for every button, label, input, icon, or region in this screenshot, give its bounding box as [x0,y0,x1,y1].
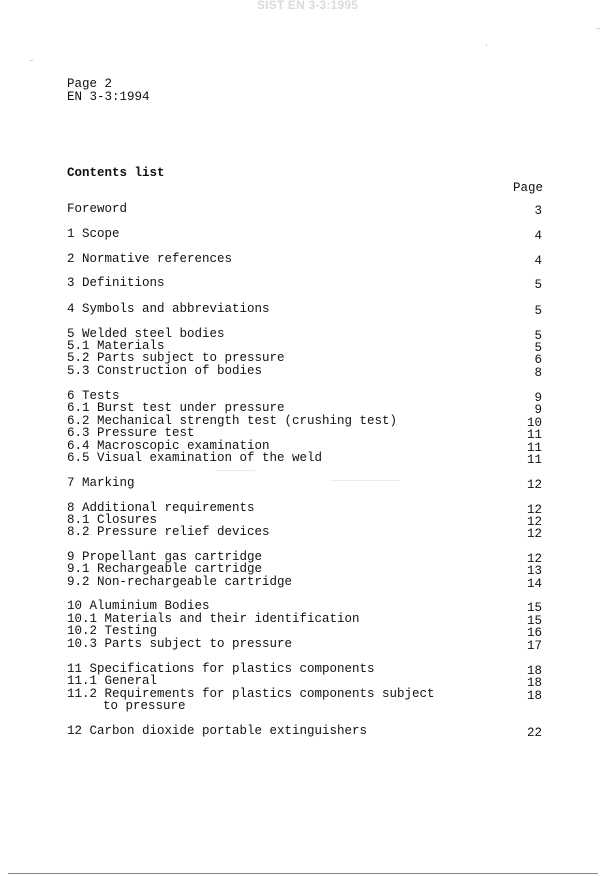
contents-title: Contents list [67,166,165,180]
toc-entry-title: 2 Normative references [67,252,233,266]
toc-entry-title: 6.5 Visual examination of the weld [67,451,323,465]
toc-entry-title: 11.1 General [67,674,158,688]
toc-entry-page: 11 [526,428,542,442]
page-column-header: Page [513,181,544,195]
toc-entry-title: 8 Additional requirements [67,501,255,515]
toc-entry-title: to pressure [103,699,186,713]
toc-entry-title: 10.1 Materials and their identification [67,612,360,626]
toc-entry-page: 12 [526,552,542,566]
toc-entry-title: 5.3 Construction of bodies [67,364,263,378]
toc-entry-page: 12 [526,515,542,529]
toc-entry-page: 22 [526,726,542,740]
toc-entry-title: 1 Scope [67,227,120,241]
toc-entry-page: 12 [526,503,542,517]
scan-speck [30,60,33,61]
toc-entry-page: 15 [526,601,542,615]
scan-speck [596,28,600,29]
scan-speck [215,470,255,471]
toc-entry-page: 18 [526,689,542,703]
toc-entry-title: 6.2 Mechanical strength test (crushing test) [67,414,398,428]
toc-entry-page: 18 [526,676,542,690]
toc-entry-page: 10 [526,416,542,430]
toc-entry-title: Foreword [67,202,128,216]
toc-entry-title: 6.3 Pressure test [67,426,195,440]
toc-entry-title: 6.4 Macroscopic examination [67,439,270,453]
toc-entry-page: 3 [534,204,542,218]
page-header [67,78,150,104]
toc-entry-title: 6 Tests [67,389,120,403]
scan-speck [486,44,487,46]
toc-entry-title: 5.1 Materials [67,339,165,353]
toc-entry-title: 10 Aluminium Bodies [67,599,210,613]
toc-entry-page: 4 [534,229,542,243]
toc-entry-title: 7 Marking [67,476,135,490]
toc-entry-title: 11 Specifications for plastics components [67,662,375,676]
watermark: SIST EN 3-3:1995 [256,0,359,12]
toc-entry-page: 13 [526,564,542,578]
scan-speck [330,480,400,481]
toc-entry-page: 6 [534,353,542,367]
toc-entry-title: 6.1 Burst test under pressure [67,401,285,415]
toc-entry-title: 10.3 Parts subject to pressure [67,637,293,651]
toc-entry-page: 8 [534,366,542,380]
toc-entry-page: 14 [526,577,542,591]
toc-entry-page: 15 [526,614,542,628]
toc-entry-page: 18 [526,664,542,678]
toc-entry-page: 4 [534,254,542,268]
toc-entry-title: 4 Symbols and abbreviations [67,302,270,316]
page-label: Page 2 [67,77,113,91]
toc-entry-title: 9.1 Rechargeable cartridge [67,562,263,576]
toc-entry-title: 11.2 Requirements for plastics components subject [67,687,435,701]
toc-entry-page: 5 [534,278,542,292]
toc-entry-title: 8.1 Closures [67,513,158,527]
toc-entry-title: 9.2 Non-rechargeable cartridge [67,575,293,589]
toc-entry-page: 9 [534,391,542,405]
toc-entry-title: 12 Carbon dioxide portable extinguishers [67,724,368,738]
toc-entry-page: 5 [534,329,542,343]
toc-entry-title: 9 Propellant gas cartridge [67,550,263,564]
toc-entry-page: 5 [534,304,542,318]
toc-entry-page: 5 [534,341,542,355]
toc-entry-title: 5 Welded steel bodies [67,327,225,341]
toc-entry-page: 11 [526,441,542,455]
toc-entry-title: 8.2 Pressure relief devices [67,525,270,539]
toc-entry-page: 17 [526,639,542,653]
toc-entry-title: 3 Definitions [67,276,165,290]
bottom-rule [8,873,598,874]
toc-entry-page: 12 [526,478,542,492]
toc-entry-page: 16 [526,626,542,640]
toc-entry-page: 9 [534,403,542,417]
toc-entry-title: 5.2 Parts subject to pressure [67,351,285,365]
toc-entry-page: 11 [526,453,542,467]
toc-entry-page: 12 [526,527,542,541]
document-id: EN 3-3:1994 [67,90,150,104]
toc-entry-title: 10.2 Testing [67,624,158,638]
